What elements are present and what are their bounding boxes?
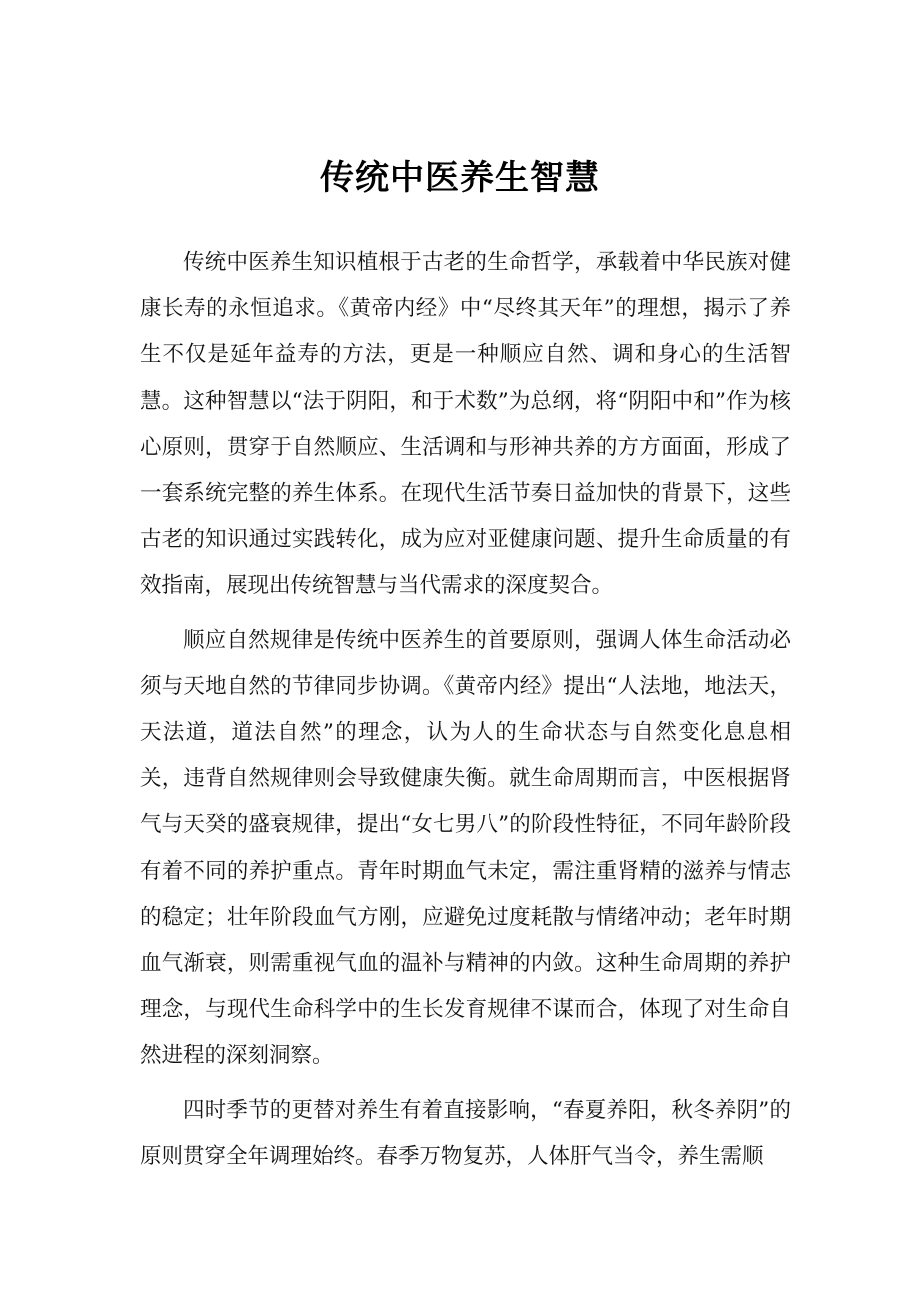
paragraph-natural-law: 顺应自然规律是传统中医养生的首要原则，强调人体生命活动必须与天地自然的节律同步协调。《黄帝内经》提出“人法地，地法天，天法道，道法自然”的理念，认为人的生命状态与自然变化息息相关，违背自然规律则会导致健康失衡。就生命周期而言，中医根据肾气与天癸的盛衰规律，提出“女七男八”的阶段性特征，不同年龄阶段有着不同的养护重点。青年时期血气未定，需注重肾精的滋养与情志的稳定；壮年阶段血气方刚，应避免过度耗散与情绪冲动；老年时期血气渐衰，则需重视气血的温补与精神的内敛。这种生命周期的养护理念，与现代生命科学中的生长发育规律不谋而合，体现了对生命自然进程的深刻洞察。	[140, 627, 791, 1069]
paragraph-intro: 传统中医养生知识植根于古老的生命哲学，承载着中华民族对健康长寿的永恒追求。《黄帝内经》中“尽终其天年”的理想，揭示了养生不仅是延年益寿的方法，更是一种顺应自然、调和身心的生活智慧。这种智慧以“法于阴阳，和于术数”为总纲，将“阴阳中和”作为核心原则，贯穿于自然顺应、生活调和与形神共养的方方面面，形成了一套系统完整的养生体系。在现代生活节奏日益加快的背景下，这些古老的知识通过实践转化，成为应对亚健康问题、提升生命质量的有效指南，展现出传统智慧与当代需求的深度契合。	[140, 250, 791, 599]
paragraph-seasons: 四时季节的更替对养生有着直接影响，“春夏养阳，秋冬养阴”的原则贯穿全年调理始终。春季万物复苏，人体肝气当令，养生需顺	[140, 1097, 791, 1169]
document-title: 传统中医养生智慧	[320, 158, 600, 198]
document-body	[140, 240, 791, 1188]
